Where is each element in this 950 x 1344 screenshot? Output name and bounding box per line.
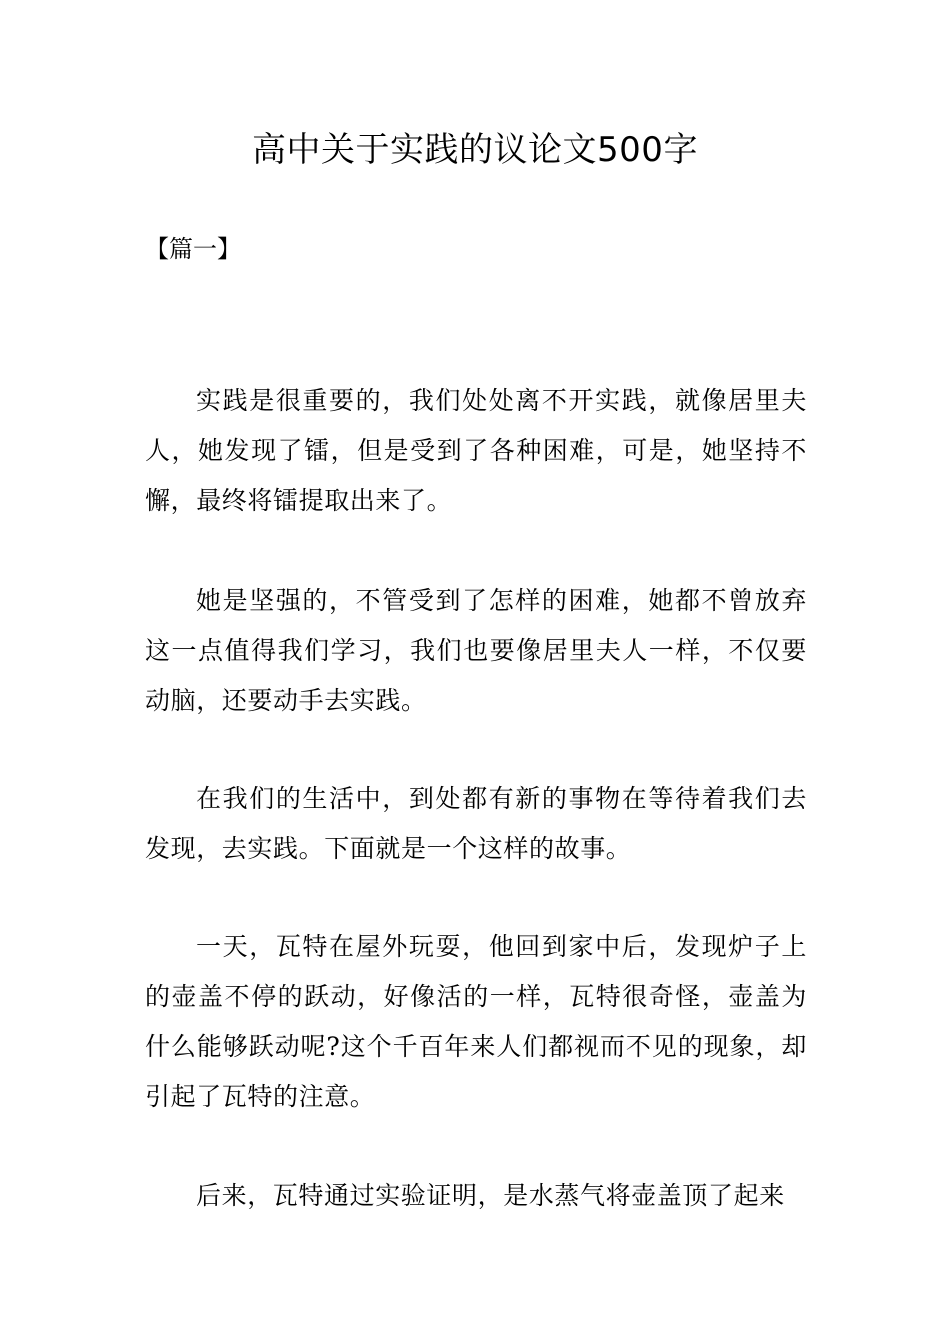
paragraph-4: 一天，瓦特在屋外玩耍，他回到家中后，发现炉子上的壶盖不停的跃动，好像活的一样，瓦特很奇怪，壶盖为什么能够跃动呢?这个千百年来人们都视而不见的现象，却引起了瓦特的注意。 (145, 932, 807, 1111)
paragraph-5: 后来，瓦特通过实验证明，是水蒸气将壶盖顶了起来 (196, 1181, 785, 1210)
section-label: 【篇一】 (145, 235, 241, 263)
document-title: 高中关于实践的议论文500字 (252, 130, 698, 170)
paragraph-1: 实践是很重要的，我们处处离不开实践，就像居里夫人，她发现了镭，但是受到了各种困难，可是，她坚持不懈，最终将镭提取出来了。 (145, 386, 807, 515)
paragraph-3: 在我们的生活中，到处都有新的事物在等待着我们去发现，去实践。下面就是一个这样的故事。 (145, 784, 807, 863)
paragraph-2: 她是坚强的，不管受到了怎样的困难，她都不曾放弃这一点值得我们学习，我们也要像居里夫人一样，不仅要动脑，还要动手去实践。 (145, 586, 807, 715)
